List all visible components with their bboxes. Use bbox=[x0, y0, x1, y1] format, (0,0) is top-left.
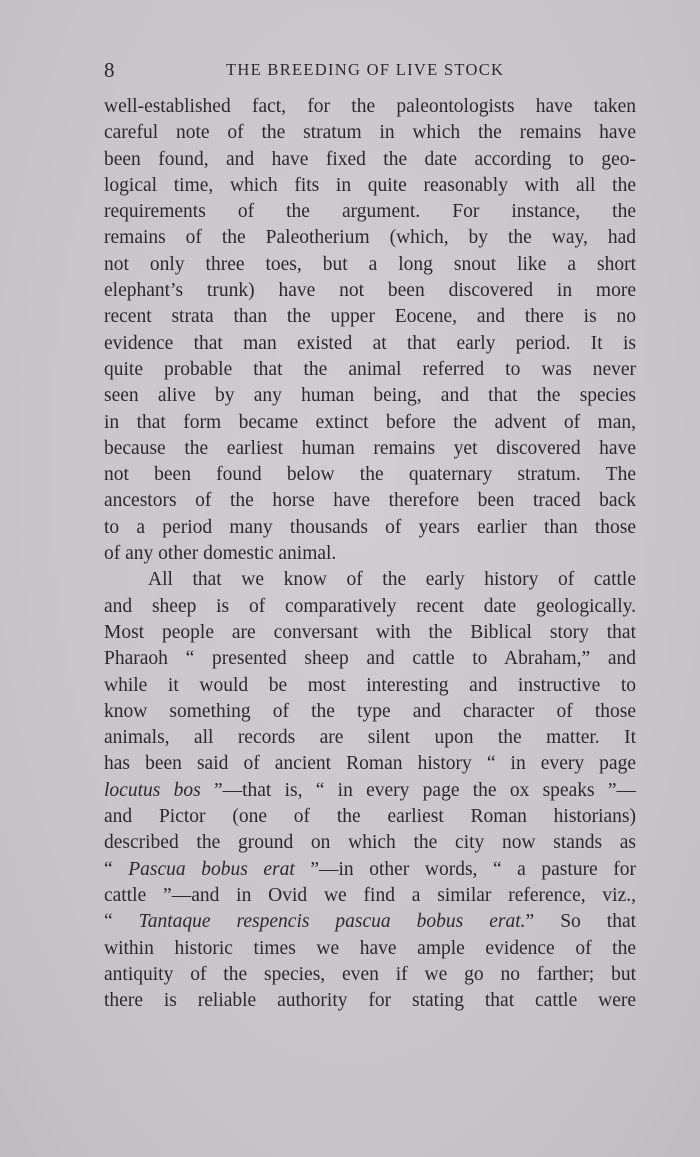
text-line: not been found below the quaternary stratum. The bbox=[104, 464, 636, 486]
text-line: animals, all records are silent upon the matter. It bbox=[104, 727, 636, 749]
body-text bbox=[104, 94, 636, 1014]
text-line: evidence that man existed at that early period. It is bbox=[104, 332, 636, 354]
text-fragment: “ bbox=[104, 911, 139, 933]
text-fragment: ”—that is, “ in every page the ox speaks ”— bbox=[200, 779, 636, 801]
text-line: quite probable that the animal referred to was never bbox=[104, 358, 636, 380]
text-line: logical time, which fits in quite reasonably with all the bbox=[104, 174, 636, 196]
text-line: cattle ”—and in Ovid we find a similar reference, viz., bbox=[104, 884, 636, 906]
latin-phrase: Tantaque respencis pascua bobus erat. bbox=[138, 911, 526, 933]
text-fragment: ” So that bbox=[525, 911, 637, 933]
latin-phrase: locutus bos bbox=[104, 779, 201, 801]
text-line: been found, and have fixed the date according to geo- bbox=[104, 148, 636, 170]
text-line: not only three toes, but a long snout like a short bbox=[104, 253, 636, 275]
text-line: in that form became extinct before the advent of man, bbox=[104, 411, 636, 433]
text-line: careful note of the stratum in which the remains have bbox=[104, 122, 636, 144]
text-line bbox=[104, 857, 636, 883]
text-line: seen alive by any human being, and that the species bbox=[104, 385, 636, 407]
latin-phrase: Pascua bobus erat bbox=[128, 858, 295, 880]
text-line: and sheep is of comparatively recent date geologically. bbox=[104, 595, 636, 617]
text-line: requirements of the argument. For instance, the bbox=[104, 201, 636, 223]
text-line: Pharaoh “ presented sheep and cattle to Abraham,” and bbox=[104, 648, 636, 670]
text-line: to a period many thousands of years earlier than those bbox=[104, 516, 636, 538]
text-line bbox=[104, 778, 636, 804]
text-line: All that we know of the early history of cattle bbox=[148, 569, 636, 591]
text-line: elephant’s trunk) have not been discovered in more bbox=[104, 280, 636, 302]
text-fragment: ”—in other words, “ a pasture for bbox=[294, 858, 637, 880]
text-line: ancestors of the horse have therefore been traced back bbox=[104, 490, 636, 512]
text-line: there is reliable authority for stating that cattle were bbox=[104, 990, 636, 1012]
text-line: well-established fact, for the paleontologists have taken bbox=[104, 96, 636, 117]
text-line: within historic times we have ample evidence of the bbox=[104, 937, 636, 959]
text-line: has been said of ancient Roman history “ in every page bbox=[104, 753, 636, 775]
text-line bbox=[104, 909, 636, 935]
page-number: 8 bbox=[104, 58, 116, 82]
text-line: recent strata than the upper Eocene, and there is no bbox=[104, 306, 636, 328]
text-line: because the earliest human remains yet discovered have bbox=[104, 437, 636, 459]
text-line: antiquity of the species, even if we go no farther; but bbox=[104, 963, 636, 985]
running-title: THE BREEDING OF LIVE STOCK bbox=[226, 60, 505, 79]
text-line: while it would be most interesting and instructive to bbox=[104, 674, 636, 696]
text-line: remains of the Paleotherium (which, by the way, had bbox=[104, 227, 636, 249]
text-line: and Pictor (one of the earliest Roman historians) bbox=[104, 806, 636, 828]
page-header bbox=[104, 58, 636, 82]
text-line: of any other domestic animal. bbox=[104, 543, 337, 565]
text-line: Most people are conversant with the Biblical story that bbox=[104, 621, 636, 643]
text-line: described the ground on which the city now stands as bbox=[104, 832, 636, 854]
text-fragment: “ bbox=[104, 858, 129, 880]
text-line: know something of the type and character of those bbox=[104, 700, 636, 722]
